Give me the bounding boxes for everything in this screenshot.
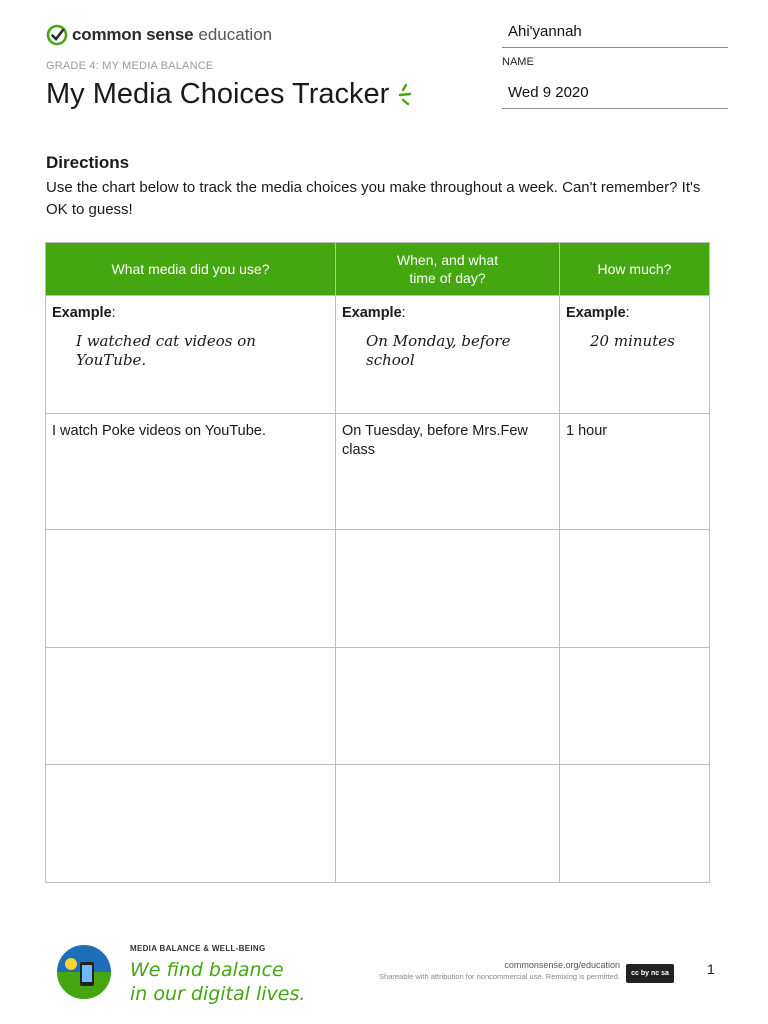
page-number: 1: [707, 961, 715, 977]
check-circle-icon: [46, 24, 68, 46]
name-label: NAME: [502, 56, 534, 68]
date-field[interactable]: [502, 82, 728, 109]
when-cell[interactable]: [336, 648, 560, 765]
footer-tagline: We find balance in our digital lives.: [130, 959, 306, 1005]
when-cell[interactable]: [336, 530, 560, 648]
table-row: [46, 765, 710, 883]
header-media: What media did you use?: [46, 243, 336, 296]
table-row: [46, 530, 710, 648]
table-row: [46, 648, 710, 765]
grade-label: GRADE 4: MY MEDIA BALANCE: [46, 60, 214, 72]
example-cell-when: Example: On Monday, before school: [336, 296, 560, 414]
header-when: When, and what time of day?: [336, 243, 560, 296]
table-header-row: [46, 243, 710, 296]
how-much-cell[interactable]: 1 hour: [560, 414, 710, 530]
name-field[interactable]: [502, 20, 728, 48]
brand-name: common sense: [72, 25, 194, 44]
example-cell-media: Example: I watched cat videos on YouTube.: [46, 296, 336, 414]
footer-subtitle: MEDIA BALANCE & WELL-BEING: [130, 944, 266, 953]
example-media: I watched cat videos on YouTube.: [76, 332, 256, 369]
directions-text: Use the chart below to track the media choices you make throughout a week. Can't remember? It's OK to guess!: [46, 179, 701, 218]
common-sense-logo: [46, 22, 272, 48]
example-row: [46, 296, 710, 414]
name-value: Ahi'yannah: [508, 23, 582, 40]
brand-suffix: education: [198, 25, 273, 44]
footer-attribution: Shareable with attribution for noncommercial use. Remixing is permitted.: [379, 972, 620, 981]
directions-heading: Directions: [46, 153, 130, 172]
how-much-cell[interactable]: [560, 648, 710, 765]
date-value: Wed 9 2020: [508, 84, 589, 101]
media-cell[interactable]: [46, 530, 336, 648]
example-when: On Monday, before school: [366, 332, 511, 369]
sparkle-icon: [397, 82, 413, 108]
title-text: My Media Choices Tracker: [46, 78, 390, 110]
example-how-much: 20 minutes: [590, 332, 675, 350]
example-cell-how-much: Example: 20 minutes: [560, 296, 710, 414]
header-how-much: How much?: [560, 243, 710, 296]
how-much-cell[interactable]: [560, 765, 710, 883]
media-cell[interactable]: [46, 648, 336, 765]
table-row: [46, 414, 710, 530]
when-cell[interactable]: [336, 765, 560, 883]
how-much-cell[interactable]: [560, 530, 710, 648]
media-tracker-table: [45, 242, 710, 883]
page-title: [46, 78, 413, 111]
media-balance-badge-icon: [56, 944, 112, 1000]
creative-commons-license-badge: cc by nc sa: [626, 964, 674, 983]
footer-site-link[interactable]: commonsense.org/education: [504, 960, 620, 970]
when-cell[interactable]: On Tuesday, before Mrs.Few class: [336, 414, 560, 530]
media-cell[interactable]: I watch Poke videos on YouTube.: [46, 414, 336, 530]
media-cell[interactable]: [46, 765, 336, 883]
